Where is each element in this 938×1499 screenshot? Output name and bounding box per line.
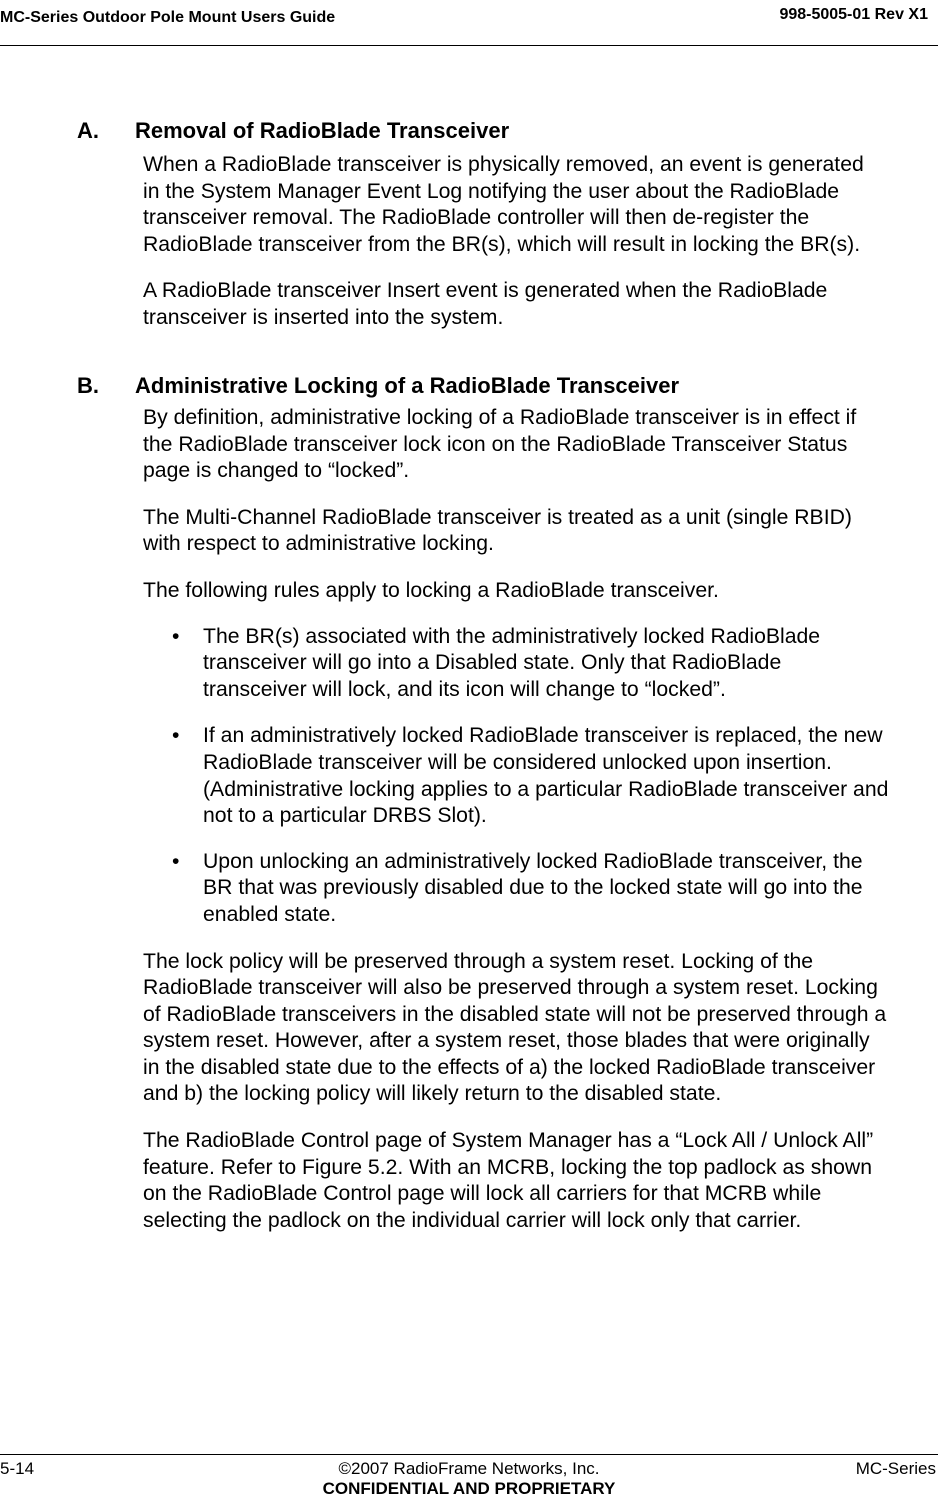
footer-divider (0, 1454, 938, 1455)
text-line: with respect to administrative locking. (143, 532, 494, 556)
section-a (0, 118, 938, 332)
header-document-title: MC-Series Outdoor Pole Mount Users Guide (0, 9, 336, 26)
text-line: If an administratively locked RadioBlade transceiver is replaced, the new (203, 724, 883, 748)
section-b-title: Administrative Locking of a RadioBlade Transceiver (135, 373, 680, 398)
list-item (0, 624, 938, 704)
text-line: transceiver is inserted into the system. (143, 305, 504, 329)
footer-series: MC-Series (855, 1459, 936, 1478)
section-b-heading (0, 373, 938, 401)
text-line: When a RadioBlade transceiver is physically removed, an event is generated (143, 153, 864, 176)
text-line: RadioBlade transceiver from the BR(s), which will result in locking the BR(s). (143, 232, 861, 256)
bullet-icon: • (172, 724, 180, 748)
text-line: not to a particular DRBS Slot). (203, 804, 487, 828)
text-line: The BR(s) associated with the administratively locked RadioBlade (203, 624, 821, 648)
section-b-paragraph-4 (0, 949, 887, 1109)
footer-confidential: CONFIDENTIAL AND PROPRIETARY (322, 1479, 616, 1498)
text-line: system reset. However, after a system reset, those blades that were originally (143, 1029, 870, 1053)
section-b (0, 373, 938, 1234)
text-line: page is changed to “locked”. (143, 459, 410, 483)
text-line: enabled state. (203, 902, 337, 926)
text-line: selecting the padlock on the individual carrier will lock only that carrier. (143, 1208, 802, 1232)
header-document-number: 998-5005-01 Rev X1 (779, 6, 928, 23)
section-a-paragraph-1 (0, 152, 864, 258)
bullet-icon: • (172, 624, 180, 648)
text-line: of RadioBlade transceivers in the disabled state will not be preserved through a (143, 1002, 887, 1026)
section-a-title: Removal of RadioBlade Transceiver (135, 118, 510, 143)
text-line: (Administrative locking applies to a particular RadioBlade transceiver and (203, 777, 889, 801)
section-b-letter: B. (77, 373, 99, 398)
text-line: BR that was previously disabled due to the locked state will go into the (203, 876, 863, 900)
text-line: on the RadioBlade Control page will lock all carriers for that MCRB while (143, 1182, 822, 1206)
text-line: The following rules apply to locking a RadioBlade transceiver. (143, 578, 719, 602)
footer-copyright: ©2007 RadioFrame Networks, Inc. (338, 1459, 600, 1478)
section-b-paragraph-3 (0, 578, 795, 605)
text-line: in the System Manager Event Log notifying the user about the RadioBlade (143, 179, 840, 203)
text-line: RadioBlade transceiver will be considered unlocked upon insertion. (203, 750, 832, 774)
section-a-letter: A. (77, 118, 99, 143)
text-line: transceiver will go into a Disabled state. Only that RadioBlade (203, 651, 782, 675)
text-line: RadioBlade transceiver will also be preserved through a system reset. Locking (143, 976, 878, 1000)
footer-page-number: 5-14 (0, 1459, 35, 1478)
text-line: The RadioBlade Control page of System Manager has a “Lock All / Unlock All” (143, 1129, 874, 1153)
section-b-paragraph-1 (0, 405, 857, 485)
text-line: the RadioBlade transceiver lock icon on the RadioBlade Transceiver Status (143, 432, 848, 456)
section-b-paragraph-2 (0, 505, 852, 558)
rules-list (0, 624, 938, 929)
text-line: in the disabled state due to the effects of a) the locked RadioBlade transceiver (143, 1055, 876, 1079)
text-line: The lock policy will be preserved through a system reset. Locking of the (143, 949, 814, 973)
section-a-heading (0, 118, 938, 146)
text-line: Upon unlocking an administratively locked RadioBlade transceiver, the (203, 849, 863, 873)
list-item (0, 723, 938, 829)
text-line: By definition, administrative locking of a RadioBlade transceiver is in effect if (143, 406, 857, 429)
text-line: transceiver will lock, and its icon will change to “locked”. (203, 677, 726, 701)
text-line: and b) the locking policy will likely return to the disabled state. (143, 1082, 722, 1106)
section-b-paragraph-5 (0, 1128, 874, 1234)
section-a-paragraph-2 (0, 278, 828, 331)
bullet-icon: • (172, 849, 180, 873)
text-line: feature. Refer to Figure 5.2. With an MCRB, locking the top padlock as shown (143, 1155, 872, 1179)
text-line: A RadioBlade transceiver Insert event is generated when the RadioBlade (143, 279, 828, 303)
text-line: The Multi-Channel RadioBlade transceiver is treated as a unit (single RBID) (143, 505, 852, 529)
text-line: transceiver removal. The RadioBlade controller will then de-register the (143, 206, 810, 230)
header-divider (0, 45, 938, 46)
list-item (0, 849, 938, 929)
